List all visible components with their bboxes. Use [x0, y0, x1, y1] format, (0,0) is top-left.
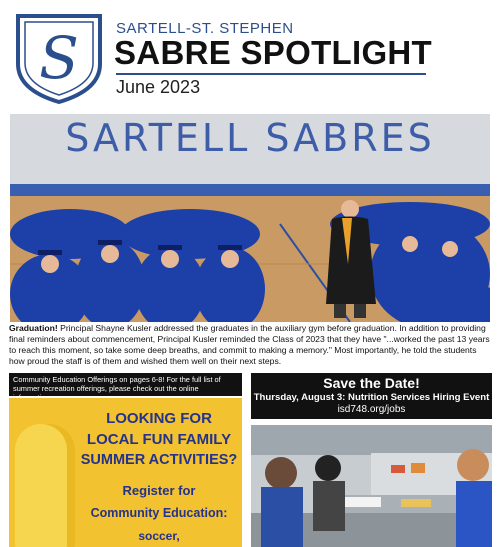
community-ed-notice: Community Education Offerings on pages 6-8! For the full list of summer recreation offerings, please check out the online	[9, 373, 242, 396]
cafeteria-photo	[251, 425, 492, 547]
gym-banner-text: SARTELL SABRES	[65, 116, 435, 160]
newsletter-header	[0, 0, 500, 110]
promo-line-3: SUMMER ACTIVITIES?	[80, 452, 238, 468]
promo-line-4: Register for	[122, 483, 196, 498]
issue-date: June 2023	[116, 77, 201, 97]
popsicle-illustration	[15, 424, 75, 547]
graduation-photo	[10, 114, 490, 322]
hiring-event-line: Thursday, August 3: Nutrition Services Hiring Event	[253, 392, 490, 403]
promo-line-2: LOCAL FUN FAMILY	[86, 431, 232, 448]
caption-lead: Graduation!	[9, 323, 58, 333]
newsletter-title: SABRE SPOTLIGHT	[114, 34, 433, 71]
title-divider	[116, 73, 426, 75]
summer-activities-promo	[9, 398, 242, 547]
jobs-link[interactable]: isd748.org/jobs	[337, 404, 406, 415]
save-date-title: Save the Date!	[323, 375, 420, 391]
promo-line-5: Community Education:	[90, 506, 228, 520]
logo-letter: S	[39, 24, 79, 92]
save-the-date-box	[251, 373, 492, 419]
district-shield-logo	[14, 12, 104, 104]
promo-line-6: soccer,	[138, 529, 180, 543]
district-name: SARTELL-ST. STEPHEN	[116, 20, 294, 37]
caption-text: Principal Shayne Kusler addressed the graduates in the auxiliary gym before graduation. In addition to providing final reminders about commencement, Principal Kusler reminded the Class of 2023 that they have "...worked the past 13 years to reach this moment, so take some deep breaths, and commit to making a memory." Most importantly, he told the students how proud the staff is of them and wished them well on their next steps.	[9, 323, 490, 366]
promo-line-1: LOOKING FOR	[106, 410, 212, 427]
photo-caption	[9, 323, 493, 367]
